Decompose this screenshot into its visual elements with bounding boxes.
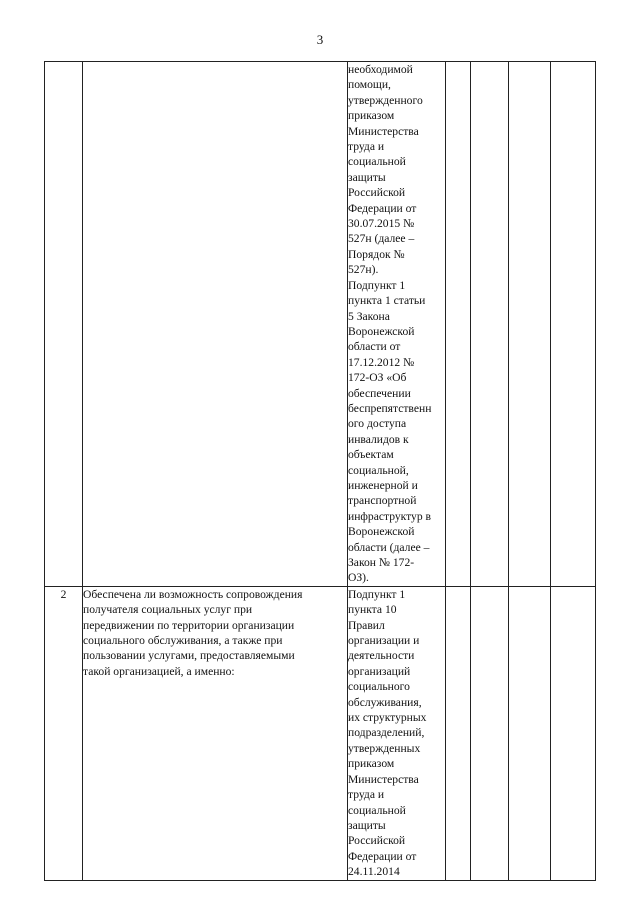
legal-basis-line: Федерации от xyxy=(348,201,417,215)
legal-basis-line: необходимой xyxy=(348,63,413,76)
legal-basis-line: организаций xyxy=(348,664,411,678)
notes-cell xyxy=(551,62,596,587)
legal-basis-line: пункта 1 статьи xyxy=(348,294,426,308)
answer-cell-no xyxy=(471,62,509,587)
answer-cell-no xyxy=(471,586,509,880)
legal-basis-line: защиты xyxy=(348,818,386,832)
legal-basis-line: транспортной xyxy=(348,494,417,508)
legal-basis-line: Воронежской xyxy=(348,324,415,338)
answer-cell-yes xyxy=(446,586,471,880)
legal-basis-line: приказом xyxy=(348,109,395,123)
legal-basis-line: приказом xyxy=(348,757,395,771)
legal-basis-line: социальной xyxy=(348,803,406,817)
legal-basis-line: Министерства xyxy=(348,124,419,138)
legal-basis-cell xyxy=(348,62,446,587)
legal-basis-line: труда и xyxy=(348,788,385,802)
legal-basis-line: Воронежской xyxy=(348,525,415,539)
legal-basis-line: Российской xyxy=(348,834,406,848)
legal-basis-line: Федерации от xyxy=(348,849,417,863)
legal-basis-line: труда и xyxy=(348,140,385,154)
question-cell xyxy=(83,586,348,880)
legal-basis-line: ОЗ). xyxy=(348,571,369,585)
legal-basis-line: области (далее – xyxy=(348,540,430,554)
legal-basis-line: ого доступа xyxy=(348,417,407,431)
answer-cell-na xyxy=(509,586,551,880)
answer-cell-na xyxy=(509,62,551,587)
legal-basis-line: Подпункт 1 xyxy=(348,278,406,292)
legal-basis-line: социальной, xyxy=(348,463,409,477)
question-line: передвижении по территории организации xyxy=(83,618,295,632)
row-number-cell xyxy=(45,62,83,587)
question-line: пользовании услугами, предоставляемыми xyxy=(83,649,295,663)
question-line: получателя социальных услуг при xyxy=(83,603,253,617)
legal-basis-line: Закон № 172- xyxy=(348,556,415,569)
checklist-table xyxy=(44,61,596,881)
notes-cell xyxy=(551,586,596,880)
legal-basis-line: области от xyxy=(348,340,401,354)
legal-basis-line: 5 Закона xyxy=(348,309,390,323)
legal-basis-line: 172-ОЗ «Об xyxy=(348,371,407,385)
legal-basis-line: утвержденного xyxy=(348,93,423,107)
question-line: Обеспечена ли возможность сопровождения xyxy=(83,587,303,601)
legal-basis-cell xyxy=(348,586,446,880)
legal-basis-line: пункта 10 xyxy=(348,603,397,617)
legal-basis-line: помощи, xyxy=(348,78,391,92)
legal-basis-line: утвержденных xyxy=(348,741,421,755)
legal-basis-line: обслуживания, xyxy=(348,695,422,709)
question-cell xyxy=(83,62,348,587)
legal-basis-line: социального xyxy=(348,680,410,694)
legal-basis-line: 24.11.2014 xyxy=(348,865,400,879)
legal-basis-line: инженерной и xyxy=(348,478,418,492)
legal-basis-line: беспрепятственн xyxy=(348,401,432,415)
row-number-cell: 2 xyxy=(45,586,83,880)
legal-basis-line: защиты xyxy=(348,170,386,184)
legal-basis-line: деятельности xyxy=(348,649,415,663)
legal-basis-line: 527н). xyxy=(348,263,379,277)
table-row xyxy=(45,62,596,587)
legal-basis-line: 30.07.2015 № xyxy=(348,217,415,231)
legal-basis-line: Порядок № xyxy=(348,247,405,261)
legal-basis-line: инфраструктур в xyxy=(348,509,432,523)
legal-basis-line: обеспечении xyxy=(348,386,411,400)
page-number: 3 xyxy=(316,32,324,47)
legal-basis-line: Подпункт 1 xyxy=(348,587,406,601)
legal-basis-line: инвалидов к xyxy=(348,432,409,446)
question-line: такой организацией, а именно: xyxy=(83,664,235,678)
legal-basis-line: 527н (далее – xyxy=(348,232,415,246)
legal-basis-line: Российской xyxy=(348,186,406,200)
legal-basis-line: подразделений, xyxy=(348,726,425,740)
table-row xyxy=(45,586,596,880)
legal-basis-line: Министерства xyxy=(348,772,419,786)
legal-basis-line: их структурных xyxy=(348,711,427,725)
answer-cell-yes xyxy=(446,62,471,587)
question-line: социального обслуживания, а также при xyxy=(83,634,283,648)
legal-basis-line: объектам xyxy=(348,448,394,462)
legal-basis-line: социальной xyxy=(348,155,406,169)
legal-basis-line: организации и xyxy=(348,634,420,648)
legal-basis-line: 17.12.2012 № xyxy=(348,355,415,369)
legal-basis-line: Правил xyxy=(348,618,385,632)
